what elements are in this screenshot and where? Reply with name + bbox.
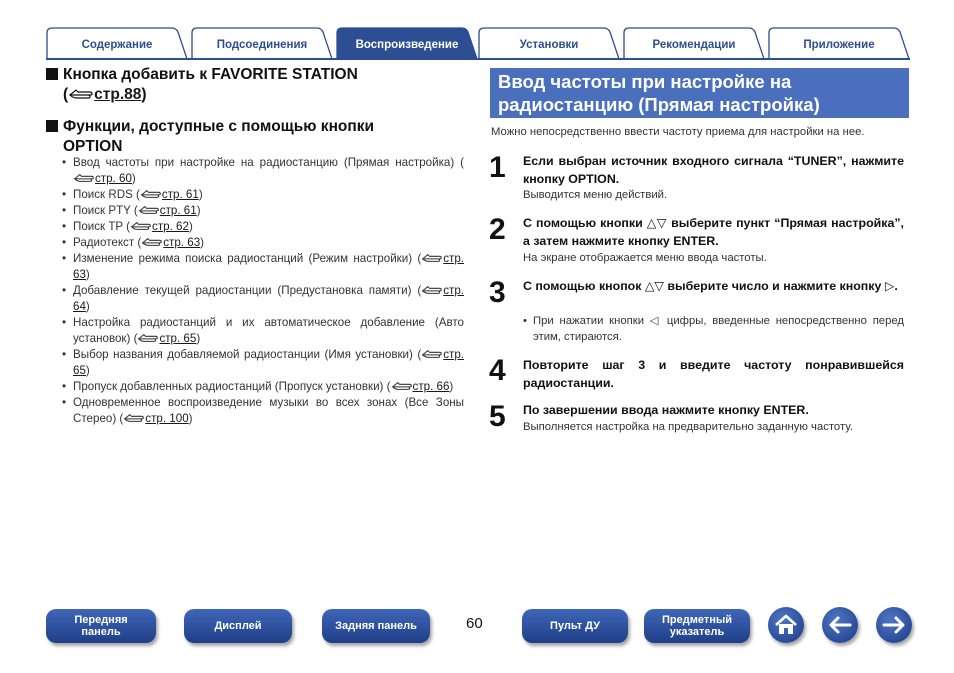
option-list-item [62,395,464,427]
pointing-hand-icon [421,284,443,296]
rear-panel-label: Задняя панель [335,620,417,632]
tab-connections-label: Подсоединения [216,39,308,51]
pointing-hand-icon [123,412,145,424]
option-item-page-link[interactable]: стр. 100 [145,412,189,425]
option-list-item [62,283,464,315]
option-item-end: ) [200,236,205,249]
option-list-item [62,235,464,251]
back-button[interactable] [822,607,858,643]
option-item-end: ) [449,380,454,393]
tab-tips[interactable] [623,27,765,59]
option-list-item [62,155,464,187]
step-number: 5 [489,400,506,433]
option-item-page-link[interactable]: стр. 61 [159,204,197,217]
remote-control-button[interactable] [522,609,628,643]
front-panel-button[interactable] [46,609,156,643]
option-item-text: Изменение режима поиска радиостанций (Режим настройки) ( [73,252,422,265]
favorite-station-heading [46,65,358,105]
option-item-end: ) [188,220,193,233]
step-description: Выполняется настройка на предварительно заданную частоту. [523,421,853,433]
option-list-item [62,347,464,379]
tab-underline [46,58,910,60]
option-item-page-link[interactable]: стр. 65 [73,348,464,377]
page-number: 60 [466,615,483,632]
option-list-item [62,203,464,219]
option-list-item [62,315,464,347]
option-item-end: ) [198,188,203,201]
option-function-list [62,155,464,427]
step-instruction: С помощью кнопки △▽ выберите пункт “Прямая настройка”, а затем нажмите кнопку ENTER. [523,216,904,248]
option-item-page-link[interactable]: стр. 63 [163,236,201,249]
option-item-page-link[interactable]: стр. 60 [95,172,132,185]
step-number: 2 [489,213,506,246]
option-list-item [62,251,464,283]
home-icon [773,613,799,637]
option-list-item [62,379,464,395]
front-panel-label: Передняя панель [74,614,128,638]
remote-control-label: Пульт ДУ [550,620,600,632]
favorite-ref-line [46,85,358,105]
step-description: • При нажатии кнопки ◁ цифры, введенные непосредственно перед этим, стираются. [523,313,904,345]
option-item-end: ) [85,364,90,377]
option-item-page-link[interactable]: стр. 64 [73,284,464,313]
tab-connections[interactable] [191,27,333,59]
option-item-text: Одновременное воспроизведение музыки во всех зонах (Все Зоны Стерео) ( [73,396,464,425]
rear-panel-button[interactable] [322,609,430,643]
display-button[interactable] [184,609,292,643]
option-item-page-link[interactable]: стр. 65 [159,332,197,345]
tab-playback[interactable] [336,27,478,59]
step-description: Выводится меню действий. [523,189,668,201]
option-item-page-link[interactable]: стр. 63 [73,252,464,281]
step-instruction: Если выбран источник входного сигнала “TUNER”, нажмите кнопку OPTION. [523,154,904,186]
option-item-text: Радиотекст ( [73,236,142,249]
option-item-end: ) [188,412,193,425]
favorite-page-link[interactable]: стр.88 [94,86,142,103]
section-title-banner: Ввод частоты при настройке на радиостанцию (Прямая настройка) [490,68,909,118]
index-button[interactable] [644,609,750,643]
step-instruction: По завершении ввода нажмите кнопку ENTER. [523,403,809,417]
option-item-page-link[interactable]: стр. 61 [161,188,199,201]
tab-contents[interactable] [46,27,188,59]
forward-button[interactable] [876,607,912,643]
pointing-hand-icon [130,220,152,232]
top-tab-bar [46,27,910,59]
option-item-text: Добавление текущей радиостанции (Предустановка памяти) ( [73,284,422,297]
home-button[interactable] [768,607,804,643]
option-list-item [62,187,464,203]
option-item-text: Поиск TP ( [73,220,131,233]
tab-appendix-label: Приложение [803,39,875,51]
pointing-hand-icon [137,332,159,344]
step-description: На экране отображается меню ввода частоты. [523,252,767,264]
option-item-end: ) [131,172,136,185]
pointing-hand-icon [421,252,443,264]
option-item-end: ) [196,332,201,345]
pointing-hand-icon [421,348,443,360]
step-number: 1 [489,151,506,184]
favorite-station-title: Кнопка добавить к FAVORITE STATION [63,66,358,83]
square-bullet-icon [46,120,58,132]
arrow-right-icon [881,615,907,635]
display-label: Дисплей [214,620,262,632]
square-bullet-icon [46,68,58,80]
option-item-text: Ввод частоты при настройке на радиостанцию (Прямая настройка) ( [73,156,464,169]
option-item-end: ) [85,300,90,313]
pointing-hand-icon [141,236,163,248]
pointing-hand-icon [140,188,162,200]
option-heading-line2: OPTION [63,138,123,155]
option-heading-line1: Функции, доступные с помощью кнопки [63,118,375,135]
option-item-end: ) [85,268,90,281]
section-intro: Можно непосредственно ввести частоту приема для настройки на нее. [491,126,865,138]
option-item-page-link[interactable]: стр. 62 [152,220,189,233]
tab-tips-label: Рекомендации [652,39,736,51]
tab-contents-label: Содержание [81,39,153,51]
option-item-text: Поиск RDS ( [73,188,140,201]
option-item-end: ) [196,204,201,217]
paren-close: ) [141,86,147,103]
step-number: 3 [489,276,506,309]
option-item-text: Поиск PTY ( [73,204,138,217]
paren-open: ( [63,86,69,103]
tab-settings[interactable] [478,27,620,59]
pointing-hand-icon [391,380,413,392]
option-item-text: Пропуск добавленных радиостанций (Пропуск установки) ( [73,380,391,393]
tab-appendix[interactable] [768,27,910,59]
option-functions-heading [46,117,374,157]
pointing-hand-icon [68,87,94,101]
step-instruction: С помощью кнопок △▽ выберите число и нажмите кнопку ▷. [523,279,898,293]
tab-playback-label: Воспроизведение [355,39,459,51]
option-item-text: Выбор названия добавляемой радиостанции (Имя установки) ( [73,348,422,361]
option-item-text: Настройка радиостанций и их автоматическое добавление (Авто установок) ( [73,316,464,345]
step-instruction: Повторите шаг 3 и введите частоту понравившейся радиостанции. [523,358,904,390]
step-number: 4 [489,354,506,387]
option-item-page-link[interactable]: стр. 66 [412,380,450,393]
option-list-item [62,219,464,235]
tab-settings-label: Установки [519,39,579,51]
pointing-hand-icon [73,172,95,184]
pointing-hand-icon [138,204,160,216]
arrow-left-icon [827,615,853,635]
index-label: Предметный указатель [661,614,733,638]
